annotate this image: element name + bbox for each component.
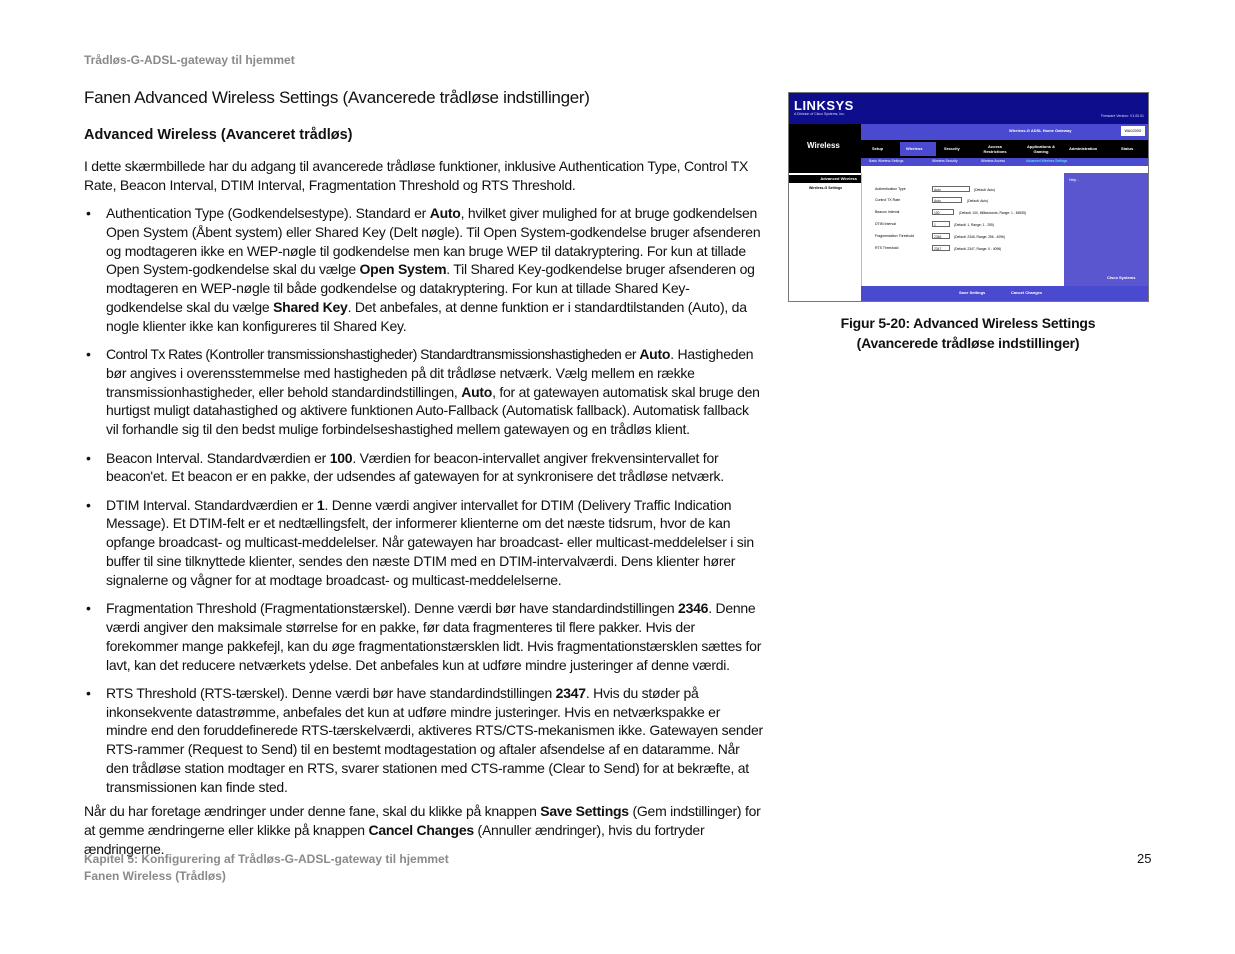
settings-list	[84, 204, 764, 806]
tab-security: Security	[944, 146, 960, 151]
bullet-icon: •	[86, 205, 91, 221]
linksys-logo: LINKSYS	[794, 98, 854, 113]
closing-bold: Save Settings	[540, 803, 629, 819]
rts-field: 2347	[932, 245, 950, 251]
bullet-icon: •	[86, 600, 91, 617]
firmware-version: Firmware Version: V1.00.01	[1100, 114, 1144, 118]
help-text: Help...	[1069, 178, 1080, 182]
product-name: Wireless-G ADSL Home Gateway	[1009, 128, 1072, 133]
row-label-rts: RTS Threshold	[875, 246, 899, 250]
item-text: . Hastigheden bør angives i overensstemmelse med hastigheden på dit trådløse netværk. Vælg mellem en række transmissionhastigheder, eller behold standardindstillingen,	[106, 346, 754, 400]
item-text: . Det anbefales, at denne funktion er i standardtilstanden (Auto), da nogle klienter ikke kan konfigureres til Shared Key.	[106, 298, 747, 334]
caption-line-1: Figur 5-20: Advanced Wireless Settings	[840, 315, 1096, 331]
item-bold: Shared Key	[273, 298, 348, 315]
product-bar	[861, 124, 1148, 140]
item-bold: 1	[316, 496, 325, 513]
dtim-note: (Default: 1, Range: 1 - 255)	[954, 223, 994, 227]
section-subtitle: Advanced Wireless (Avanceret trådløs)	[84, 127, 353, 143]
tab-status: Status	[1121, 146, 1134, 151]
item-text: RTS Threshold (RTS-tærskel). Denne værdi bør have standardindstillingen	[106, 684, 556, 701]
item-text: . Hvis du støder på inkonsekvente datastrømme, anbefales det kun at udføre mindre justeringer. Hvis en netværkspakke er mindre end den foruddefinerede RTS-tærskelværdi, aktiveres RTS/CTS-mekanismen ikke. Gatewayen sender RTS-rammer (Request to Send) til en bestemt modtagestation og aftaler afsendelse af en dataramme. Når den trådløse station modtager en RTS, svarer stationen med CTS-ramme (Clear to Send) for at bekræfte, at transmissionen kan finde sted.	[106, 684, 763, 795]
sidebar-heading	[789, 175, 861, 183]
page-footer	[84, 851, 449, 884]
item-text: , hvilket giver mulighed for at bruge godkendelsen Open System (Åbent system) eller Shared Key (Delt nøgle). Til Open System-godkendelse bruger afsenderen og modtageren ikke en WEP-nøgle til godkendelse men kan bruge WEP til datakryptering. For kun at tillade Open System-godkendelse skal du vælge	[106, 205, 761, 278]
row-label-dtim: DTIM Interval	[875, 222, 897, 226]
dtim-field: 1	[932, 221, 950, 227]
save-settings-button: Save Settings	[959, 290, 986, 295]
item-text: . Til Shared Key-godkendelse bruger afsenderen og modtageren en WEP-nøgle til både godkendelse og datakryptering. For kun at tillade Shared Key-godkendelse skal du vælge	[106, 261, 755, 315]
footer-chapter: Kapitel 5: Konfigurering af Trådløs-G-ADSL-gateway til hjemmet	[84, 852, 449, 866]
row-label-authentication: Authentication Type	[875, 187, 906, 191]
closing-text: (Gem indstillinger) for at gemme ændringerne eller klikke på knappen	[84, 803, 761, 838]
authentication-select: Auto	[932, 186, 970, 192]
running-header: Trådløs-G-ADSL-gateway til hjemmet	[84, 53, 295, 67]
item-bold: Auto	[639, 346, 671, 363]
tab-wireless: Wireless	[900, 142, 936, 156]
closing-paragraph	[84, 802, 764, 858]
cisco-logo: Cisco Systems	[1107, 275, 1136, 280]
item-text: . Denne værdi angiver intervallet for DTIM (Delivery Traffic Indication Message). Et DTIM-felt er et nedtællingsfelt, der informerer klienterne om det næste tidsrum, hvor de kan opfange broadcast- og multicast-meddelelser. Når gatewayen har broadcast- eller multicast-meddelelser i sin buffer til sine tilknyttede klienter, sendes den næste DTIM med en DTIM-intervalværdi. Dens klienter hører signalerne og vågner for at modtage broadcast- og multicast-meddelelserne.	[106, 496, 754, 588]
beacon-note: (Default: 100, Milliseconds, Range: 1 - 65535)	[959, 211, 1027, 215]
item-bold: 2347	[555, 684, 586, 701]
subtab-basic-wireless: Basic Wireless Settings	[869, 159, 904, 163]
item-text: Beacon Interval. Standardværdien er	[106, 449, 330, 466]
fragmentation-note: (Default: 2346, Range: 256 - 4096)	[954, 235, 1005, 239]
sidebar-subheading: Wireless-G Settings	[809, 186, 843, 190]
rts-note: (Default: 2347, Range: 0 - 4096)	[954, 247, 1002, 251]
item-bold: Auto	[461, 383, 493, 400]
tab-access-restrictions: Access Restrictions	[983, 144, 1007, 154]
screenshot-button-bar	[861, 286, 1148, 301]
figure-screenshot	[788, 92, 1149, 302]
subtab-wireless-security: Wireless Security	[932, 159, 958, 163]
row-label-control-tx: Control TX Rate	[875, 198, 901, 202]
model-badge: WAG200G	[1121, 126, 1145, 136]
subtab-advanced-wireless: Advanced Wireless Settings	[1026, 159, 1068, 163]
screenshot-section-title: Wireless	[807, 141, 840, 150]
row-label-fragmentation: Fragmentation Threshold	[875, 234, 915, 238]
footer-section: Fanen Wireless (Trådløs)	[84, 868, 226, 883]
control-tx-select: Auto	[932, 197, 962, 203]
item-bold: Open System	[359, 261, 447, 278]
list-item-dtim-interval	[84, 496, 764, 590]
item-bold: 2346	[678, 600, 709, 617]
list-item-rts-threshold	[84, 684, 764, 797]
item-text: . Denne værdi angiver den maksimale størrelse for en pakke, før data fragmenteres til flere pakker. Hvis der forekommer mange pakkefejl, kan du øge fragmentationstærsklen lidt. Hvis fragmentationstærsklen sættes for lavt, kan det reducere netværkets ydelse. Det anbefales kun at udføre mindre justeringer af denne værdi.	[106, 600, 762, 673]
authentication-note: (Default: Auto)	[974, 188, 996, 192]
bullet-icon: •	[86, 684, 91, 701]
closing-bold: Cancel Changes	[368, 821, 474, 838]
fragmentation-field: 2346	[932, 233, 950, 239]
list-item-beacon-interval	[84, 449, 764, 487]
item-text: Control Tx Rates (Kontroller transmissionshastigheder) Standardtransmissionshastigheden er	[106, 346, 640, 363]
item-text: Authentication Type (Godkendelsestype). Standard er	[106, 205, 430, 221]
page-number: 25	[1137, 851, 1152, 866]
screenshot-sidebar	[789, 173, 861, 301]
item-text: , for at gatewayen automatisk skal bruge den hurtigst muligt datahastighed og aktivere funktionen Auto-Fallback (Automatisk fallback). Automatisk fallback vil forhandle sig til den bedst mulige forbindelseshastighed mellem gatewayen og en trådløs klient.	[106, 383, 760, 438]
item-bold: 100	[329, 449, 353, 466]
item-bold: Auto	[429, 205, 461, 221]
list-item-authentication-type	[84, 204, 764, 336]
subtab-wireless-access: Wireless Access	[981, 159, 1005, 163]
item-text: . Værdien for beacon-intervallet angiver frekvensintervallet for beacon'et. Et beacon er en pakke, der udsendes af gatewayen for at synkronisere det trådløse netværk.	[106, 449, 724, 485]
figure-caption	[790, 314, 1146, 353]
beacon-field: 100	[932, 209, 954, 215]
section-title: Fanen Advanced Wireless Settings (Avancerede trådløse indstillinger)	[84, 88, 590, 107]
caption-line-2: (Avancerede trådløse indstillinger)	[856, 334, 1080, 351]
list-item-fragmentation-threshold	[84, 599, 764, 674]
bullet-icon: •	[86, 496, 91, 513]
help-column	[1064, 173, 1148, 286]
bullet-icon: •	[86, 346, 91, 363]
tab-setup: Setup	[872, 146, 884, 151]
control-tx-note: (Default: Auto)	[967, 199, 989, 203]
item-text: Fragmentation Threshold (Fragmentationstærskel). Denne værdi bør have standardindstillingen	[106, 600, 679, 617]
item-text: DTIM Interval. Standardværdien er	[106, 496, 317, 513]
logo-subtitle: A Division of Cisco Systems, Inc.	[794, 112, 845, 116]
closing-text: Når du har foretage ændringer under denne fane, skal du klikke på knappen	[84, 803, 541, 819]
bullet-icon: •	[86, 449, 91, 466]
list-item-control-tx-rates	[84, 345, 764, 439]
sidebar-heading-text: Advanced Wireless	[820, 176, 857, 181]
cancel-changes-button: Cancel Changes	[1011, 290, 1043, 295]
intro-paragraph: I dette skærmbillede har du adgang til avancerede trådløse funktioner, inklusive Authentication Type, Control TX Rate, Beacon Interval, DTIM Interval, Fragmentation Threshold og RTS Threshold.	[84, 158, 749, 193]
tab-administration: Administration	[1069, 146, 1098, 151]
closing-text: (Annuller ændringer), hvis du fortryder ændringerne.	[84, 821, 705, 857]
row-label-beacon: Beacon Interval	[875, 210, 900, 214]
tab-applications-gaming: Applications & Gaming	[1026, 144, 1055, 154]
